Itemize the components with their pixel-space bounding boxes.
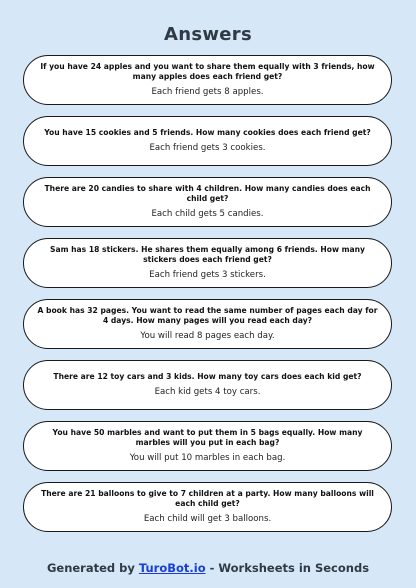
problem-question: A book has 32 pages. You want to read the same number of pages each day for 4 days. How many pages will you read each day?: [37, 306, 378, 325]
answer-number: 3: [224, 513, 230, 524]
turobot-link[interactable]: TuroBot.io: [138, 561, 206, 575]
answer-number: 3: [222, 142, 228, 153]
answer-text-pre: Each friend gets: [149, 142, 223, 153]
answer-text-post: cookies.: [227, 142, 266, 153]
answer-number: 10: [181, 452, 193, 463]
problem-question: You have 15 cookies and 5 friends. How many cookies does each friend get?: [44, 128, 371, 138]
answer-text-post: candies.: [225, 208, 264, 219]
answer-text-post: balloons.: [229, 513, 272, 524]
problem-answer: [130, 453, 286, 464]
problem-card-5: [23, 299, 392, 349]
problem-card-2: [23, 116, 392, 166]
problem-question: Sam has 18 stickers. He shares them equally among 6 friends. How many stickers does each friend get?: [50, 245, 365, 264]
answer-text-pre: Each child will get: [143, 513, 225, 524]
problem-card-1: [23, 55, 392, 105]
problem-answer: [140, 331, 274, 342]
answer-number: 8: [196, 330, 203, 341]
problem-card-6: [23, 360, 392, 410]
problem-answer: [151, 209, 263, 220]
problem-card-3: [23, 177, 392, 227]
problem-answer: [149, 143, 265, 154]
answer-text-pre: Each friend gets: [149, 269, 222, 280]
problem-card-7: [23, 421, 392, 471]
answer-text-post: toy cars.: [220, 386, 261, 397]
problem-answer: [149, 270, 266, 281]
answer-number: 5: [219, 208, 225, 219]
answer-text-pre: Each child gets: [151, 208, 220, 219]
footer: [0, 561, 416, 575]
problem-answer: [144, 514, 271, 525]
problem-list: [23, 55, 392, 543]
footer-prefix: Generated by: [46, 561, 139, 575]
problem-question: There are 20 candies to share with 4 children. How many candies does each child get?: [44, 184, 371, 203]
problem-question: You have 50 marbles and want to put them in 5 bags equally. How many marbles will you put in each bag?: [52, 428, 363, 447]
answer-text-pre: You will read: [140, 330, 197, 341]
answer-number: 4: [215, 386, 221, 397]
answer-text-post: stickers.: [227, 269, 266, 280]
answer-text-post: pages each day.: [202, 330, 275, 341]
problem-question: There are 12 toy cars and 3 kids. How many toy cars does each kid get?: [53, 372, 362, 382]
problem-question: There are 21 balloons to give to 7 children at a party. How many balloons will each child get?: [41, 489, 374, 508]
answer-text-post: marbles in each bag.: [192, 452, 286, 463]
answer-number: 8: [224, 86, 230, 97]
problem-answer: [155, 387, 261, 398]
footer-suffix: - Worksheets in Seconds: [205, 561, 370, 575]
problem-answer: [151, 87, 263, 98]
answer-text-post: apples.: [229, 86, 264, 97]
page-title: Answers: [164, 24, 252, 45]
problem-card-4: [23, 238, 392, 288]
problem-question: If you have 24 apples and you want to share them equally with 3 friends, how many apples does each friend get?: [40, 62, 375, 81]
answer-text-pre: You will put: [129, 452, 182, 463]
answer-text-pre: Each kid gets: [154, 386, 216, 397]
problem-card-8: [23, 482, 392, 532]
answer-text-pre: Each friend gets: [151, 86, 225, 97]
answer-number: 3: [221, 269, 228, 280]
